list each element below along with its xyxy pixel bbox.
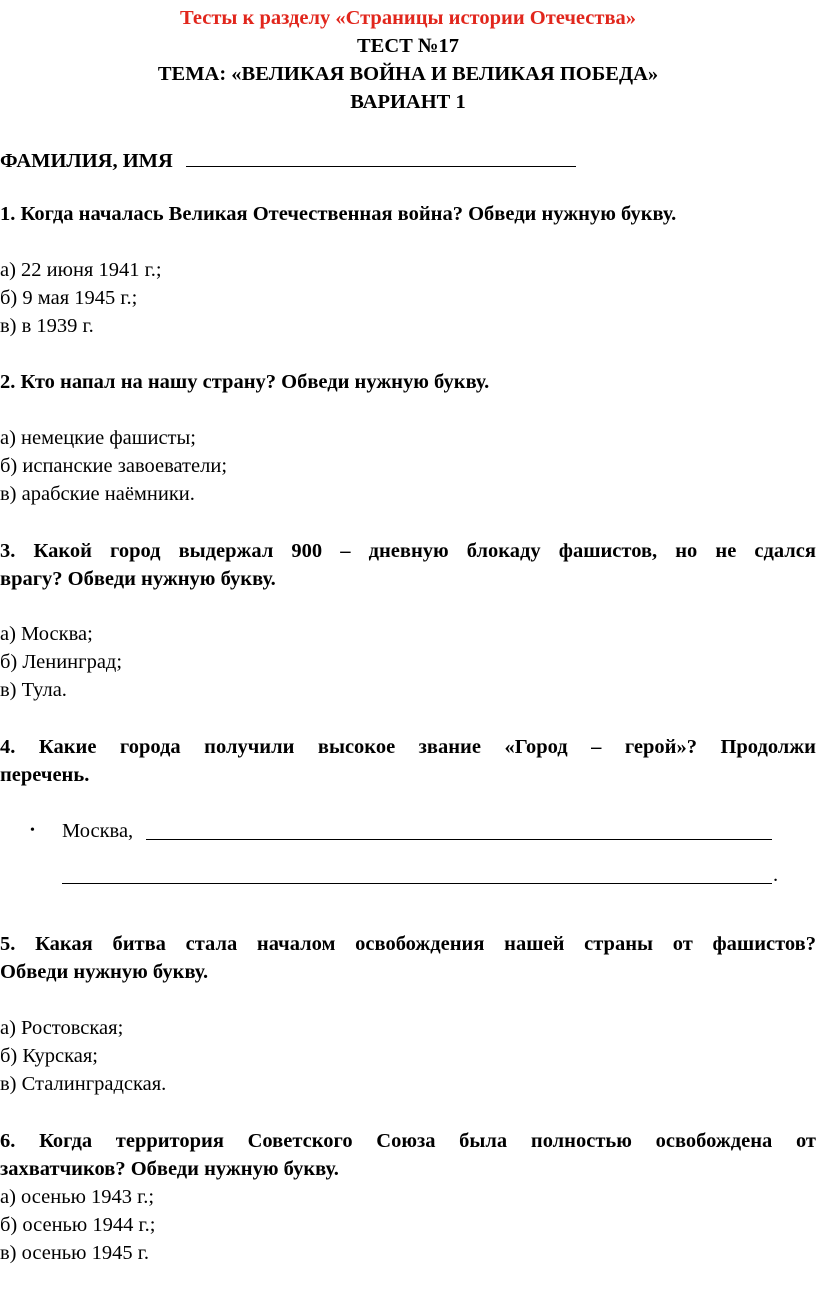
- question-4-line-1: 4. Какие города получили высокое звание «Город – герой»? Продолжи: [0, 736, 816, 758]
- q1-option-a[interactable]: а) 22 июня 1941 г.;: [0, 259, 162, 281]
- question-6-line-1: 6. Когда территория Советского Союза была полностью освобождена от: [0, 1130, 816, 1152]
- q3-option-a[interactable]: а) Москва;: [0, 623, 93, 645]
- name-label: ФАМИЛИЯ, ИМЯ: [0, 150, 173, 172]
- name-field-row: [0, 144, 576, 175]
- q6-option-c[interactable]: в) осенью 1945 г.: [0, 1242, 149, 1264]
- q4-answer-blank-1[interactable]: [146, 817, 772, 840]
- q5-option-c[interactable]: в) Сталинградская.: [0, 1073, 167, 1095]
- q3-option-b[interactable]: б) Ленинград;: [0, 651, 123, 673]
- q2-option-a[interactable]: а) немецкие фашисты;: [0, 427, 196, 449]
- test-topic: ТЕМА: «ВЕЛИКАЯ ВОЙНА И ВЕЛИКАЯ ПОБЕДА»: [157, 63, 659, 85]
- q5-option-a[interactable]: а) Ростовская;: [0, 1017, 124, 1039]
- question-2: 2. Кто напал на нашу страну? Обведи нужную букву.: [0, 371, 490, 393]
- q3-option-c[interactable]: в) Тула.: [0, 679, 67, 701]
- test-number: ТЕСТ №17: [356, 35, 460, 57]
- q1-option-b[interactable]: б) 9 мая 1945 г.;: [0, 287, 138, 309]
- question-4-line-2: перечень.: [0, 764, 90, 786]
- question-5-line-2: Обведи нужную букву.: [0, 961, 209, 983]
- bullet-icon: •: [30, 823, 35, 838]
- name-input-line[interactable]: [186, 144, 576, 167]
- q5-option-b[interactable]: б) Курская;: [0, 1045, 98, 1067]
- question-3-line-1: 3. Какой город выдержал 900 – дневную блокаду фашистов, но не сдался: [0, 540, 816, 562]
- question-1: 1. Когда началась Великая Отечественная война? Обведи нужную букву.: [0, 203, 677, 225]
- question-5-line-1: 5. Какая битва стала началом освобождения нашей страны от фашистов?: [0, 933, 816, 955]
- question-6-line-2: захватчиков? Обведи нужную букву.: [0, 1158, 339, 1180]
- q1-option-c[interactable]: в) в 1939 г.: [0, 315, 94, 337]
- question-3-line-2: врагу? Обведи нужную букву.: [0, 568, 276, 590]
- test-variant: ВАРИАНТ 1: [350, 91, 466, 113]
- q4-first-city: Москва,: [62, 820, 134, 842]
- q4-answer-blank-2[interactable]: [62, 861, 772, 884]
- q2-option-c[interactable]: в) арабские наёмники.: [0, 483, 195, 505]
- q2-option-b[interactable]: б) испанские завоеватели;: [0, 455, 228, 477]
- q6-option-a[interactable]: а) осенью 1943 г.;: [0, 1186, 155, 1208]
- section-title: Тесты к разделу «Страницы истории Отечества»: [179, 7, 637, 29]
- q4-end-mark: .: [773, 864, 779, 886]
- q6-option-b[interactable]: б) осенью 1944 г.;: [0, 1214, 156, 1236]
